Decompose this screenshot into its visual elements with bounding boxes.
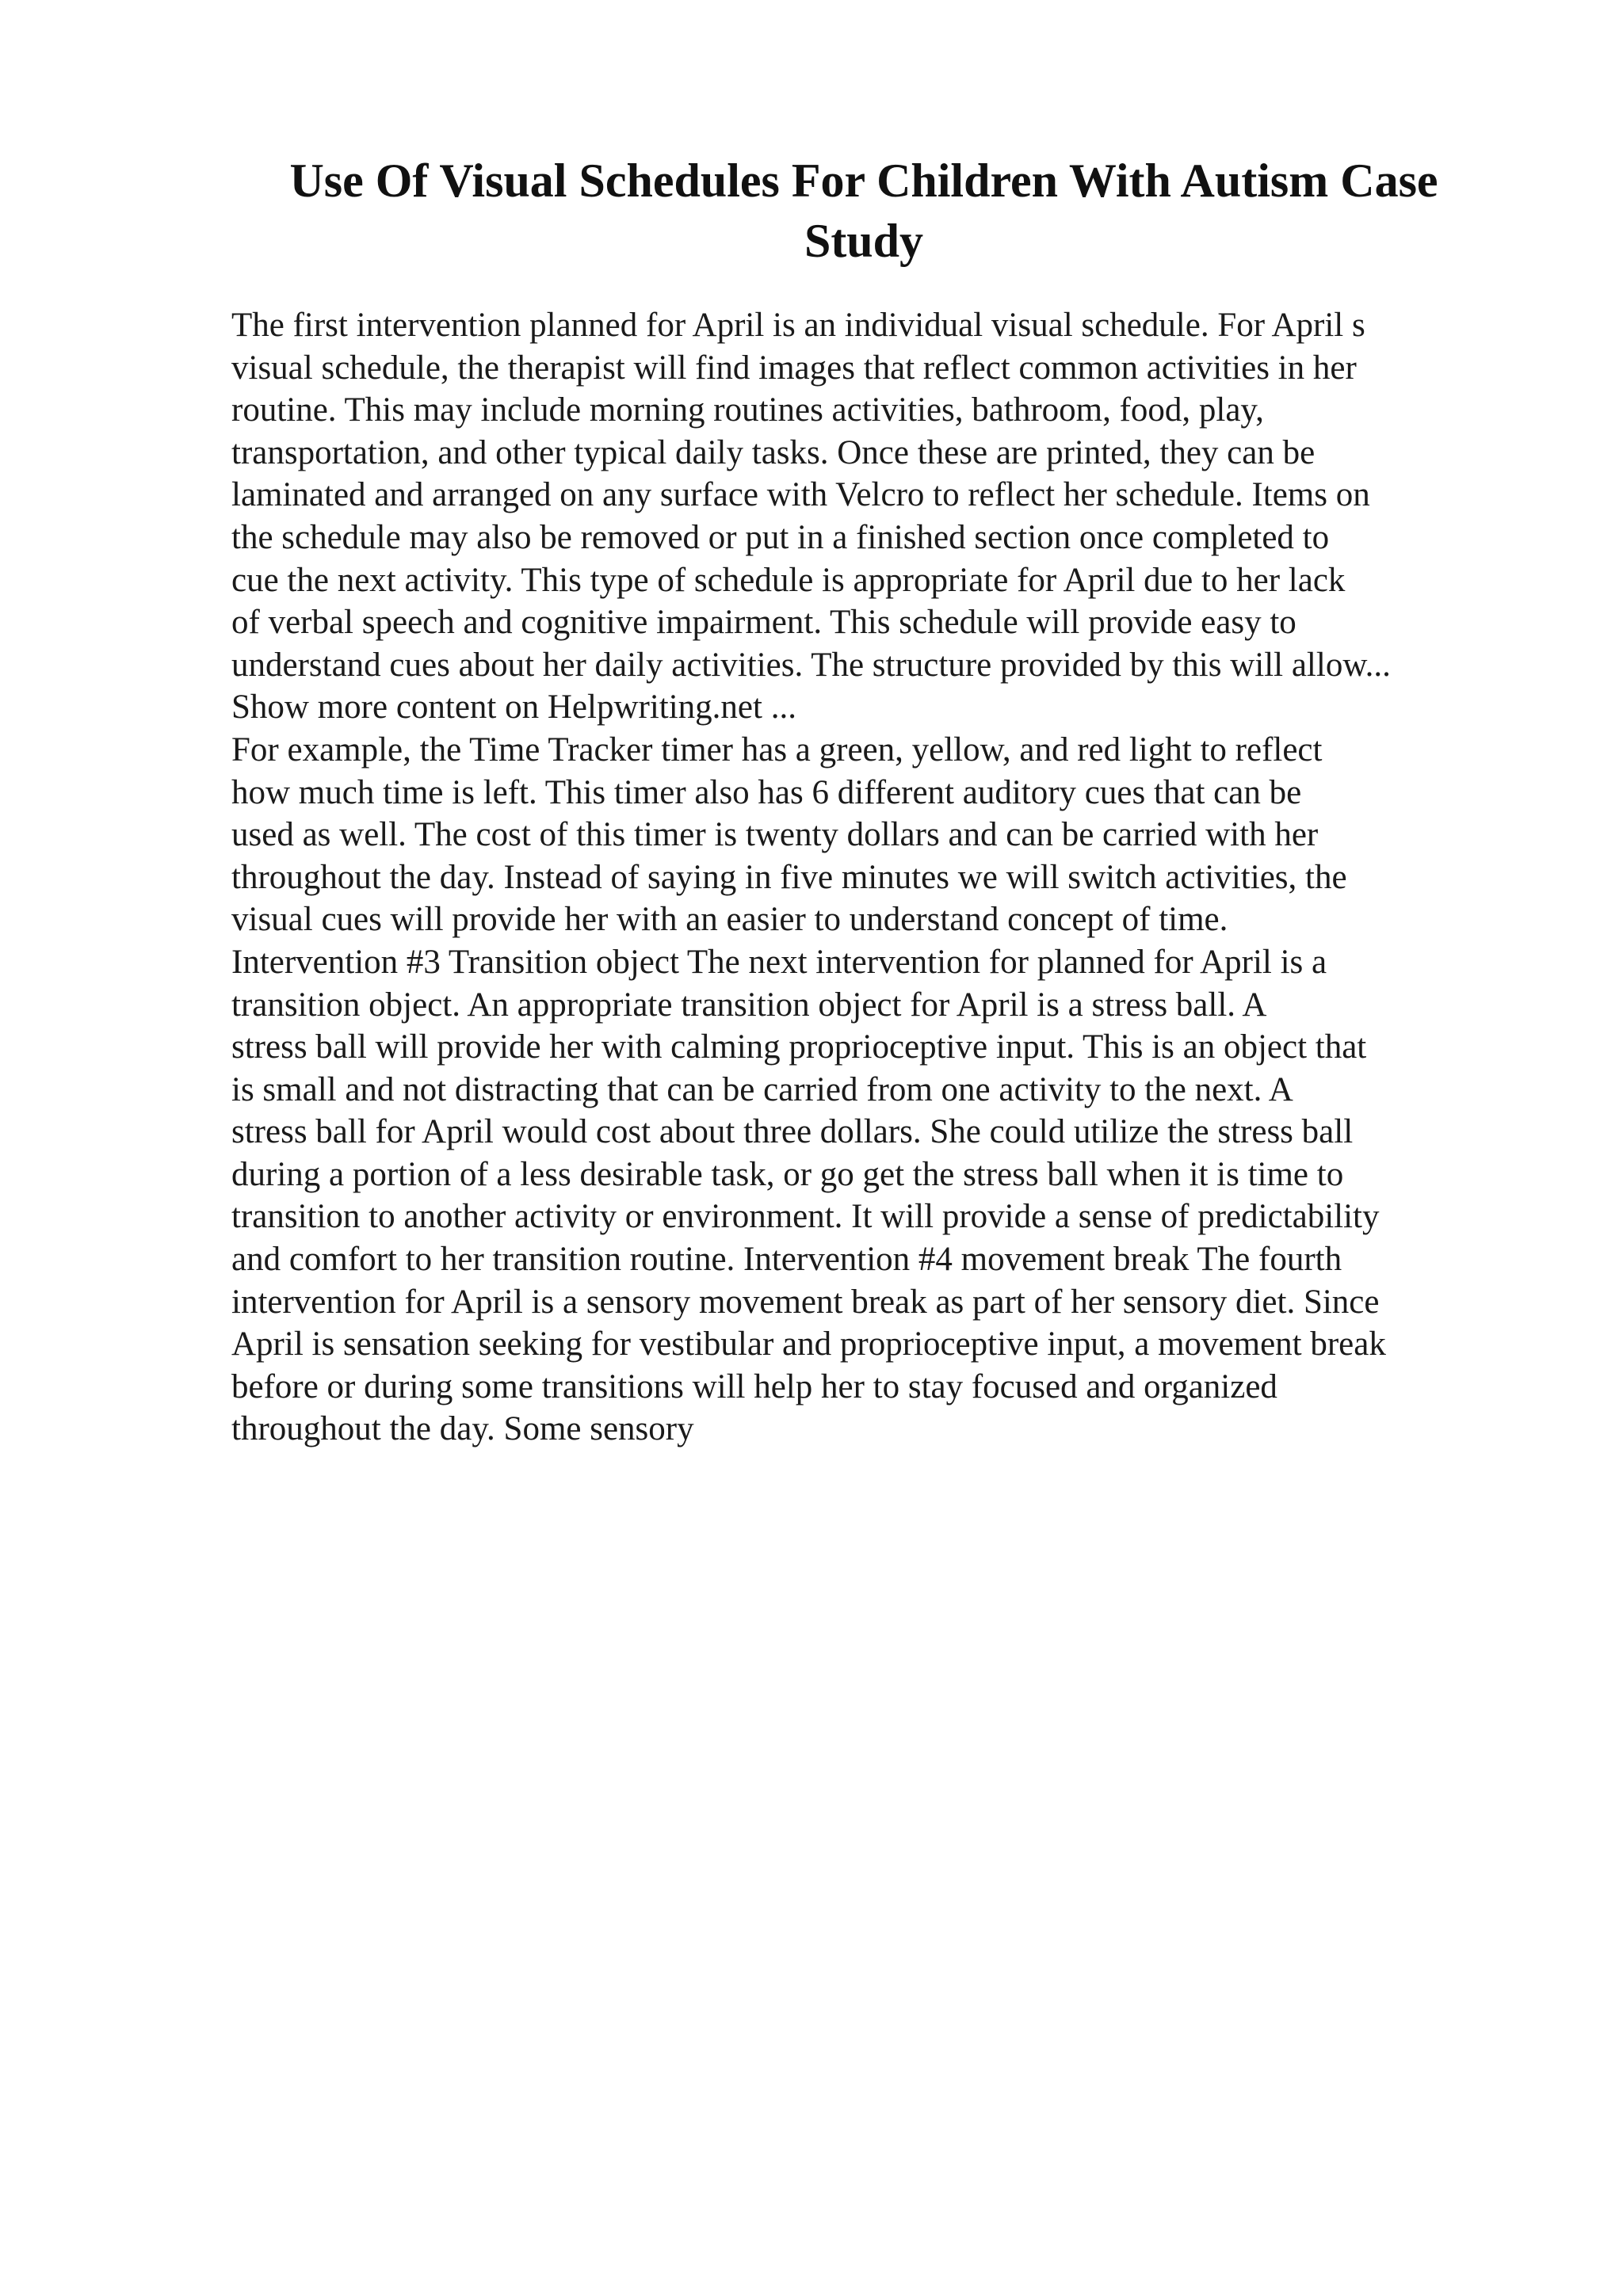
body-line: visual schedule, the therapist will find images that reflect common activities in her <box>231 349 1357 387</box>
body-line: visual cues will provide her with an easier to understand concept of time. <box>231 901 1228 939</box>
document-title <box>230 151 1498 271</box>
body-line: the schedule may also be removed or put in a finished section once completed to <box>231 518 1330 556</box>
body-line: Intervention #3 Transition object The next intervention for planned for April is a <box>231 943 1327 981</box>
body-line: before or during some transitions will help her to stay focused and organized <box>231 1367 1277 1405</box>
body-line: stress ball for April would cost about three dollars. She could utilize the stress ball <box>231 1113 1354 1151</box>
body-line: laminated and arranged on any surface with Velcro to reflect her schedule. Items on <box>231 476 1370 514</box>
body-line: throughout the day. Some sensory <box>231 1410 694 1448</box>
show-more-link[interactable]: Show more content on Helpwriting.net ... <box>231 688 796 727</box>
body-line: during a portion of a less desirable task, or go get the stress ball when it is time to <box>231 1155 1344 1193</box>
body-line: April is sensation seeking for vestibular and proprioceptive input, a movement break <box>231 1325 1386 1363</box>
body-line: throughout the day. Instead of saying in five minutes we will switch activities, the <box>231 858 1347 896</box>
title-line: Use Of Visual Schedules For Children With Autism Case <box>289 154 1438 207</box>
body-line: how much time is left. This timer also has 6 different auditory cues that can be <box>231 773 1302 811</box>
body-line: used as well. The cost of this timer is twenty dollars and can be carried with her <box>231 816 1319 854</box>
body-line: cue the next activity. This type of schedule is appropriate for April due to her lack <box>231 561 1346 599</box>
body-line: transition object. An appropriate transition object for April is a stress ball. A <box>231 986 1267 1024</box>
title-line: Study <box>804 215 924 267</box>
document-body <box>231 304 1499 1451</box>
body-line: For example, the Time Tracker timer has a green, yellow, and red light to reflect <box>231 730 1323 769</box>
body-line: and comfort to her transition routine. Intervention #4 movement break The fourth <box>231 1241 1342 1279</box>
body-line: routine. This may include morning routines activities, bathroom, food, play, <box>231 391 1264 429</box>
body-line: transition to another activity or environment. It will provide a sense of predictability <box>231 1198 1380 1236</box>
body-line: The first intervention planned for April is an individual visual schedule. For April s <box>231 307 1365 344</box>
body-line: understand cues about her daily activities. The structure provided by this will allow... <box>231 646 1391 684</box>
body-line: stress ball will provide her with calming proprioceptive input. This is an object that <box>231 1028 1367 1066</box>
body-line: is small and not distracting that can be carried from one activity to the next. A <box>231 1070 1293 1108</box>
body-line: of verbal speech and cognitive impairment. This schedule will provide easy to <box>231 604 1296 642</box>
body-line: transportation, and other typical daily tasks. Once these are printed, they can be <box>231 433 1316 471</box>
body-line: intervention for April is a sensory movement break as part of her sensory diet. Since <box>231 1283 1380 1321</box>
